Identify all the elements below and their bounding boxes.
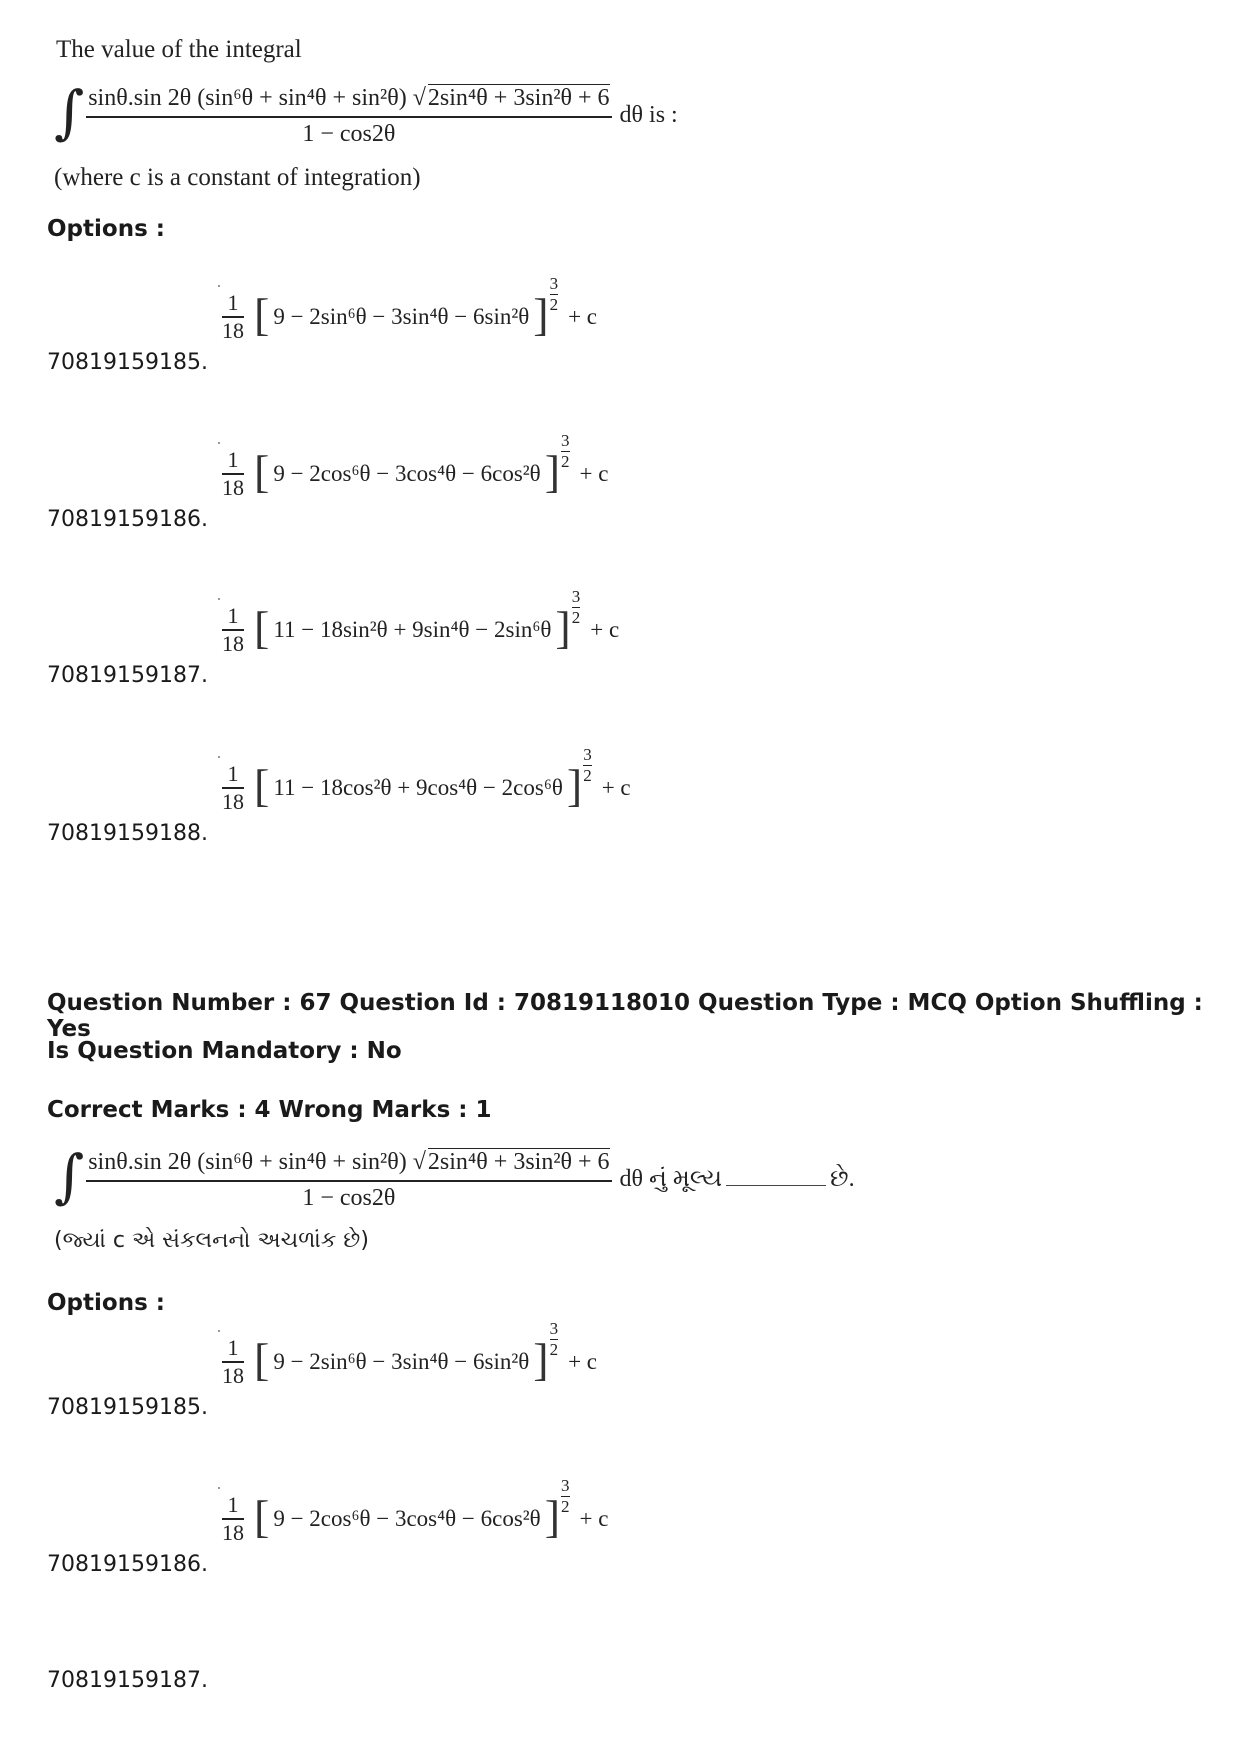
sqrt-symbol: √ bbox=[412, 85, 426, 111]
scan-mark bbox=[218, 1330, 220, 1332]
option-formula: 1 18 [ 9 − 2sin⁶θ − 3sin⁴θ − 6sin²θ ] 3 2 + c bbox=[222, 274, 598, 343]
question-meta: Question Number : 67 Question Id : 70819118010 Question Type : MCQ Option Shuffling : Yes bbox=[47, 990, 1203, 1042]
option-formula: 1 18 [ 11 − 18sin²θ + 9sin⁴θ − 2sin⁶θ ] 3 2 + c bbox=[222, 587, 620, 656]
q1-suffix: dθ is : bbox=[619, 102, 678, 129]
q1-note: (where c is a constant of integration) bbox=[54, 164, 421, 191]
q2-numerator: sinθ.sin 2θ (sin⁶θ + sin⁴θ + sin²θ) √2sin⁴θ + 3sin²θ + 6 bbox=[88, 1149, 610, 1175]
option-id[interactable]: 70819159187. bbox=[47, 1668, 208, 1693]
q2-radicand: 2sin⁴θ + 3sin²θ + 6 bbox=[427, 1149, 610, 1175]
option-id[interactable]: 70819159187. bbox=[47, 663, 208, 688]
question-marks: Correct Marks : 4 Wrong Marks : 1 bbox=[47, 1097, 492, 1123]
option-id[interactable]: 70819159186. bbox=[47, 507, 208, 532]
option-formula: 1 18 [ 9 − 2sin⁶θ − 3sin⁴θ − 6sin²θ ] 3 2 + c bbox=[222, 1319, 598, 1388]
scan-mark bbox=[218, 756, 220, 758]
question-mandatory: Is Question Mandatory : No bbox=[47, 1038, 402, 1064]
q1-radicand: 2sin⁴θ + 3sin²θ + 6 bbox=[427, 85, 610, 111]
q2-denominator: 1 − cos2θ bbox=[302, 1184, 396, 1211]
q1-intro: The value of the integral bbox=[56, 36, 302, 63]
scan-mark bbox=[218, 442, 220, 444]
q1-denominator: 1 − cos2θ bbox=[302, 120, 396, 147]
scan-mark bbox=[218, 598, 220, 600]
option-formula: 1 18 [ 11 − 18cos²θ + 9cos⁴θ − 2cos⁶θ ] 3 2 + c bbox=[222, 745, 631, 814]
q2-suffix: dθ નું મૂલ્ય છે. bbox=[619, 1166, 855, 1193]
sqrt-symbol: √ bbox=[412, 1149, 426, 1175]
option-id[interactable]: 70819159186. bbox=[47, 1552, 208, 1577]
option-id[interactable]: 70819159185. bbox=[47, 350, 208, 375]
answer-blank bbox=[726, 1167, 826, 1186]
option-id[interactable]: 70819159185. bbox=[47, 1395, 208, 1420]
q2-options-label: Options : bbox=[47, 1290, 165, 1316]
integral-sign: ∫ bbox=[54, 1141, 85, 1210]
integral-sign: ∫ bbox=[54, 77, 85, 146]
scan-mark bbox=[218, 285, 220, 287]
option-id[interactable]: 70819159188. bbox=[47, 821, 208, 846]
option-formula: 1 18 [ 9 − 2cos⁶θ − 3cos⁴θ − 6cos²θ ] 3 2 + c bbox=[222, 431, 609, 500]
q2-note: (જ્યાં c એ સંકલનનો અચળાંક છે) bbox=[54, 1228, 369, 1253]
q2-integrand-fraction bbox=[86, 1148, 611, 1212]
q1-numerator: sinθ.sin 2θ (sin⁶θ + sin⁴θ + sin²θ) √2sin⁴θ + 3sin²θ + 6 bbox=[88, 85, 610, 111]
scan-mark bbox=[218, 1487, 220, 1489]
option-formula: 1 18 [ 9 − 2cos⁶θ − 3cos⁴θ − 6cos²θ ] 3 2 + c bbox=[222, 1476, 609, 1545]
q1-integrand-fraction bbox=[86, 84, 611, 148]
q1-integral bbox=[54, 77, 678, 148]
q1-options-label: Options : bbox=[47, 216, 165, 242]
q2-integral bbox=[54, 1141, 855, 1212]
